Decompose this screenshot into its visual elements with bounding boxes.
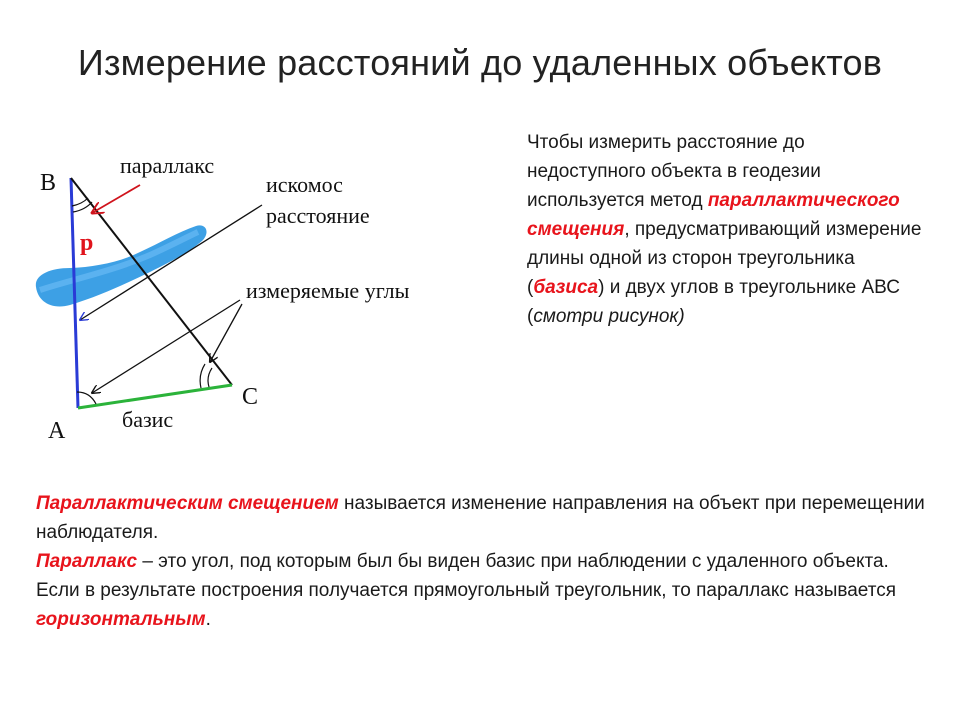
- term-parallactic-shift: параллактического смещения: [527, 190, 900, 240]
- def3-end: .: [205, 609, 211, 630]
- desc-part1: Чтобы измерить расстояние до недоступного объекта в геодезии используется метод: [527, 132, 821, 211]
- definitions: [36, 489, 936, 634]
- see-figure-note: смотри рисунок): [533, 306, 685, 327]
- angle-arrow-a: [92, 300, 240, 393]
- angle-arc-a: [77, 392, 96, 404]
- angle-arc-c: [200, 364, 205, 388]
- definition-parallax: [36, 547, 936, 576]
- def2-term: Параллакс: [36, 551, 138, 572]
- def2-text: – это угол, под которым был бы виден базис при наблюдении с удаленного объекта.: [137, 551, 889, 572]
- def3-text: Если в результате построения получается прямоугольный треугольник, то параллакс называется: [36, 580, 897, 601]
- desc-part2: , предусматривающий измерение длины одной из сторон треугольника (: [527, 219, 922, 298]
- def1-term: Параллактическим смещением: [36, 493, 339, 514]
- measured-angles-label: измеряемые углы: [246, 278, 410, 303]
- slide-title: Измерение расстояний до удаленных объектов: [77, 42, 883, 83]
- angle-arc-b2: [73, 202, 92, 212]
- vertex-a-label: A: [48, 418, 66, 444]
- term-basis: базиса: [533, 277, 599, 298]
- desc-part3: ) и двух углов в треугольнике АВС (: [527, 277, 900, 327]
- vertex-c-label: C: [242, 384, 259, 410]
- angle-arrow-c: [210, 304, 242, 362]
- def3-term: горизонтальным: [36, 609, 206, 630]
- sought-distance-label-1: искомос: [266, 172, 343, 197]
- definition-horizontal-parallax: [36, 576, 936, 634]
- vertex-b-label: B: [40, 170, 57, 196]
- definition-parallactic-shift: [36, 489, 936, 547]
- angle-arc-b: [72, 198, 88, 206]
- parallax-arrow: [92, 185, 140, 213]
- method-paragraph: [527, 128, 927, 331]
- parallax-label: параллакс: [120, 153, 215, 178]
- p-label: p: [80, 230, 94, 256]
- basis-ac: [78, 385, 232, 408]
- def1-text: называется изменение направления на объект при перемещении наблюдателя.: [36, 493, 925, 543]
- method-description: [527, 128, 927, 331]
- triangle-diagram: [0, 150, 470, 460]
- sought-distance-label-2: расстояние: [266, 203, 370, 228]
- angle-arc-c2: [208, 368, 212, 387]
- basis-label: базис: [122, 407, 174, 432]
